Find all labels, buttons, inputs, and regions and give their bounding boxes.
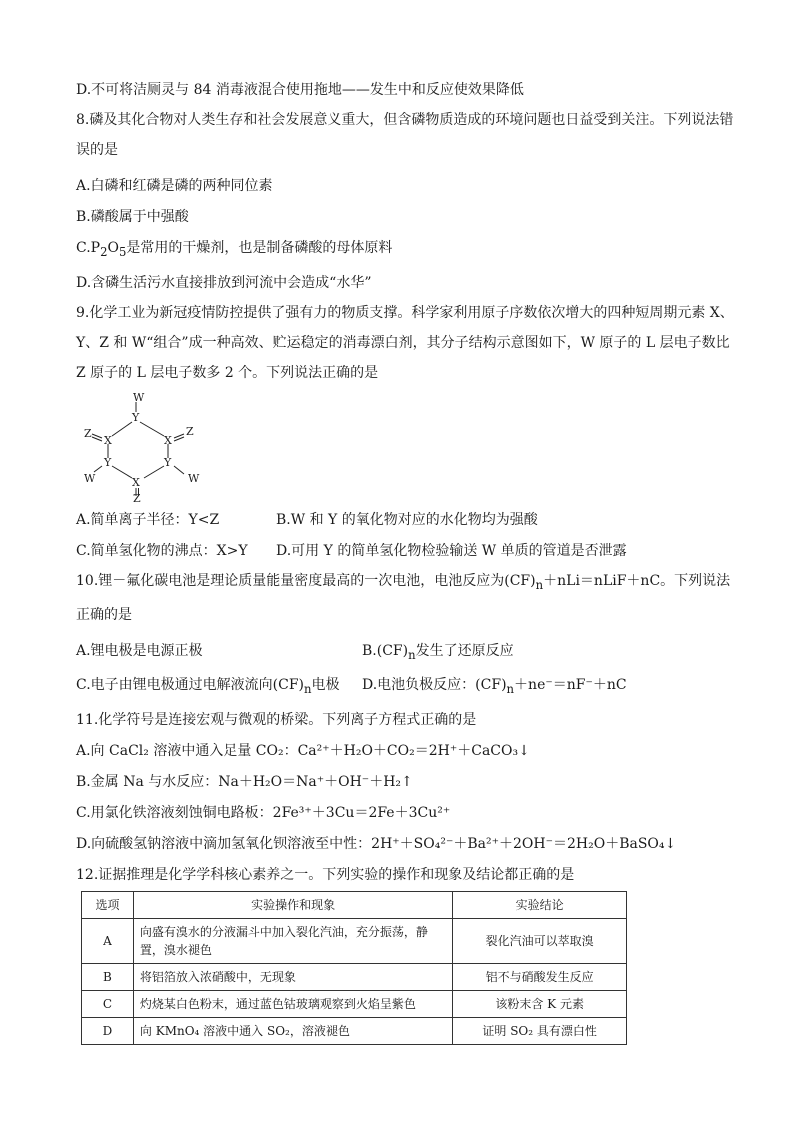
q9-option-c: C.简单氢化物的沸点：X>Y <box>76 542 248 559</box>
row-operation: 将铝箔放入浓硝酸中，无现象 <box>133 964 452 991</box>
header-conclusion: 实验结论 <box>453 892 627 919</box>
q11-option-d: D.向硫酸氢钠溶液中滴加氢氧化钡溶液至中性：2H⁺＋SO₄²⁻＋Ba²⁺＋2OH⁻＝2H₂O＋BaSO₄↓ <box>76 836 677 853</box>
row-conclusion: 证明 SO₂ 具有漂白性 <box>453 1018 627 1045</box>
q10-options-row-2 <box>76 675 736 699</box>
table-row <box>82 991 627 1018</box>
q8-option-a: A.白磷和红磷是磷的两种同位素 <box>76 178 273 194</box>
q9-options-row-1 <box>76 510 736 530</box>
q8-option-c: $C.P_2O_5$是常用的干燥剂，也是制备磷酸的母体原料 <box>76 240 393 259</box>
row-option: C <box>82 991 134 1018</box>
q12-stem: 12.证据推理是化学学科核心素养之一。下列实验的操作和现象及结论都正确的是 <box>76 867 575 884</box>
table-row <box>82 964 627 991</box>
q10-stem: 10.锂－氟化碳电池是理论质量能量密度最高的一次电池，电池反应为$(CF)_n+nLi=nLiF+nC$。下列说法正确的是 <box>76 572 731 623</box>
row-operation: 灼烧某白色粉末，通过蓝色钴玻璃观察到火焰呈紫色 <box>133 991 452 1018</box>
atom-y-left: Y <box>104 455 112 469</box>
experiment-table <box>81 891 627 1045</box>
row-conclusion: 该粉末含 K 元素 <box>453 991 627 1018</box>
q9-option-a: A.简单离子半径：Y<Z <box>76 511 220 528</box>
q10-option-a: A.锂电极是电源正极 <box>76 642 203 659</box>
row-conclusion: 铝不与硝酸发生反应 <box>453 964 627 991</box>
header-option: 选项 <box>82 892 134 919</box>
q7-option-d: D.不可将洁厕灵与 84 消毒液混合使用拖地——发生中和反应使效果降低 <box>76 82 524 98</box>
atom-w-top: W <box>133 391 145 404</box>
atom-y-right: Y <box>164 455 172 469</box>
atom-w-right: W <box>188 471 200 485</box>
row-option: A <box>82 919 134 964</box>
atom-z-left: Z <box>84 426 92 440</box>
q8-option-b: B.磷酸属于中强酸 <box>76 209 189 225</box>
q9-option-d: D.可用 Y 的简单氢化物检验输送 W 单质的管道是否泄露 <box>276 542 627 559</box>
molecule-structure-diagram <box>76 392 736 502</box>
row-operation: 向盛有溴水的分液漏斗中加入裂化汽油，充分振荡，静置，溴水褪色 <box>133 919 452 964</box>
table-row <box>82 919 627 964</box>
atom-w-left: W <box>84 471 96 485</box>
exam-page <box>76 80 736 1045</box>
q10-options-row-1 <box>76 641 736 665</box>
q9-stem: 9.化学工业为新冠疫情防控提供了强有力的物质支撑。科学家利用原子序数依次增大的四种短周期元素 X、Y、Z 和 W“组合”成一种高效、贮运稳定的消毒漂白剂，其分子结构示意图如下，W 原子的 L 层电子数比 Z 原子的 L 层电子数多 2 个。下列说法正确的是 <box>76 304 734 381</box>
q10-option-d: D.电池负极反应：$(CF)_n+ne^-=nF^-+nC$ <box>362 677 627 697</box>
q10-option-b: $B.(CF)_n$发生了还原反应 <box>362 642 514 662</box>
q9-options-row-2 <box>76 541 736 561</box>
molecule-svg <box>80 392 220 502</box>
table-row <box>82 1018 627 1045</box>
table-header-row <box>82 892 627 919</box>
q8-stem: 8.磷及其化合物对人类生存和社会发展意义重大，但含磷物质造成的环境问题也日益受到关注。下列说法错误的是 <box>76 112 734 158</box>
q10-option-c: C.电子由锂电极通过电解液流向$(CF)_n$电极 <box>76 677 340 697</box>
atom-x-left: X <box>104 433 112 447</box>
atom-y-top: Y <box>132 410 140 424</box>
atom-z-right: Z <box>186 424 194 438</box>
q11-stem: 11.化学符号是连接宏观与微观的桥梁。下列离子方程式正确的是 <box>76 712 477 729</box>
q11-option-c: C.用氯化铁溶液刻蚀铜电路板：2Fe³⁺＋3Cu＝2Fe＋3Cu²⁺ <box>76 805 451 822</box>
atom-x-bottom: X <box>132 475 140 489</box>
row-operation: 向 KMnO₄ 溶液中通入 SO₂，溶液褪色 <box>133 1018 452 1045</box>
atom-x-right: X <box>164 433 172 447</box>
q8-option-d: D.含磷生活污水直接排放到河流中会造成“水华” <box>76 274 372 291</box>
header-operation: 实验操作和现象 <box>133 892 452 919</box>
q9-option-b: B.W 和 Y 的氧化物对应的水化物均为强酸 <box>276 511 538 528</box>
atom-z-bottom: Z <box>133 491 141 502</box>
q11-option-b: B.金属 Na 与水反应：Na＋H₂O＝Na⁺＋OH⁻＋H₂↑ <box>76 774 413 791</box>
row-conclusion: 裂化汽油可以萃取溴 <box>453 919 627 964</box>
row-option: B <box>82 964 134 991</box>
q11-option-a: A.向 CaCl₂ 溶液中通入足量 CO₂：Ca²⁺＋H₂O＋CO₂＝2H⁺＋CaCO₃↓ <box>76 743 530 760</box>
row-option: D <box>82 1018 134 1045</box>
